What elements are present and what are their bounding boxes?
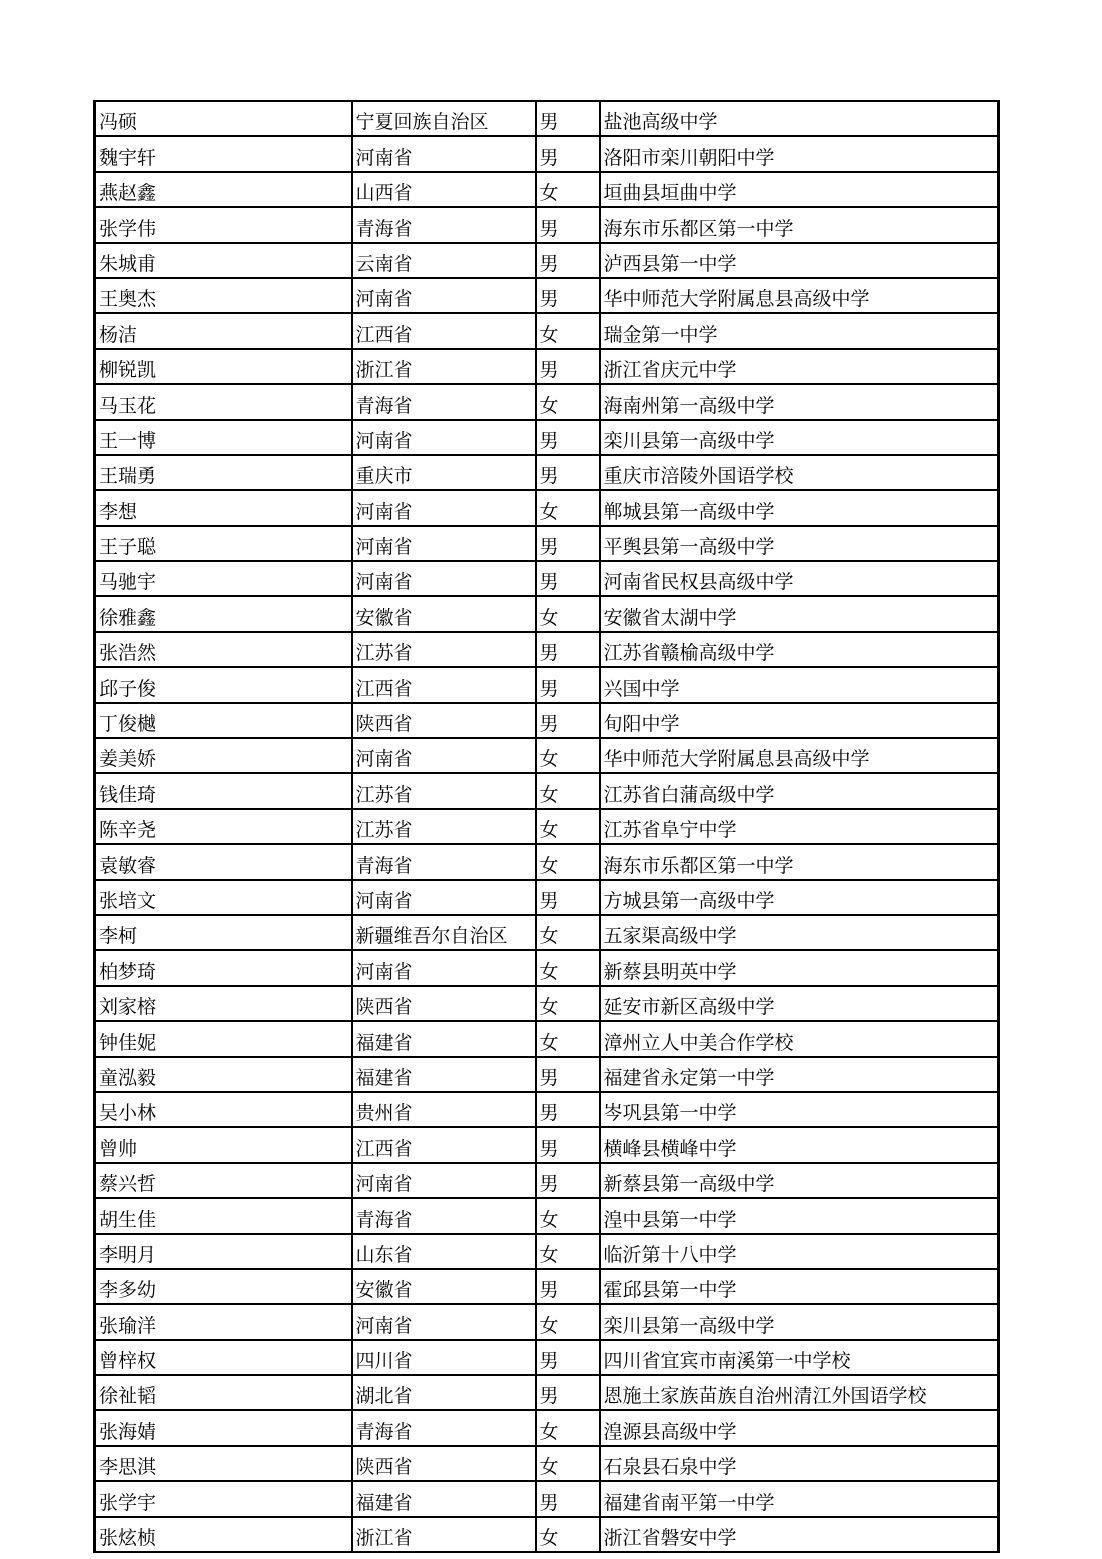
school-cell: 泸西县第一中学: [600, 243, 999, 278]
school-cell: 浙江省庆元中学: [600, 349, 999, 384]
province-cell: 重庆市: [352, 455, 536, 490]
table-row: [95, 632, 999, 667]
table-row: [95, 420, 999, 455]
gender-cell: 女: [536, 1021, 600, 1056]
table-row: [95, 1163, 999, 1198]
school-cell: 栾川县第一高级中学: [600, 1304, 999, 1339]
province-cell: 江苏省: [352, 809, 536, 844]
table-row: [95, 1517, 999, 1552]
school-cell: 海东市乐都区第一中学: [600, 207, 999, 242]
school-cell: 临沂第十八中学: [600, 1234, 999, 1269]
school-cell: 海东市乐都区第一中学: [600, 844, 999, 879]
name-cell: 冯硕: [95, 101, 352, 136]
gender-cell: 男: [536, 526, 600, 561]
gender-cell: 男: [536, 420, 600, 455]
name-cell: 曾帅: [95, 1127, 352, 1162]
school-cell: 瑞金第一中学: [600, 313, 999, 348]
school-cell: 华中师范大学附属息县高级中学: [600, 278, 999, 313]
name-cell: 童泓毅: [95, 1057, 352, 1092]
gender-cell: 女: [536, 986, 600, 1021]
province-cell: 河南省: [352, 880, 536, 915]
table-row: [95, 1340, 999, 1375]
gender-cell: 女: [536, 1410, 600, 1445]
table-row: [95, 1057, 999, 1092]
province-cell: 江西省: [352, 1127, 536, 1162]
name-cell: 袁敏睿: [95, 844, 352, 879]
gender-cell: 女: [536, 490, 600, 525]
name-cell: 魏宇轩: [95, 136, 352, 171]
province-cell: 陕西省: [352, 1446, 536, 1481]
school-cell: 新蔡县第一高级中学: [600, 1163, 999, 1198]
gender-cell: 男: [536, 1375, 600, 1410]
province-cell: 河南省: [352, 278, 536, 313]
table-row: [95, 773, 999, 808]
province-cell: 江苏省: [352, 773, 536, 808]
name-cell: 张学宇: [95, 1481, 352, 1516]
province-cell: 青海省: [352, 1198, 536, 1233]
gender-cell: 男: [536, 349, 600, 384]
province-cell: 新疆维吾尔自治区: [352, 915, 536, 950]
table-row: [95, 738, 999, 773]
gender-cell: 女: [536, 1234, 600, 1269]
name-cell: 徐祉韬: [95, 1375, 352, 1410]
name-cell: 钱佳琦: [95, 773, 352, 808]
school-cell: 湟源县高级中学: [600, 1410, 999, 1445]
gender-cell: 男: [536, 1163, 600, 1198]
table-row: [95, 1127, 999, 1162]
name-cell: 杨洁: [95, 313, 352, 348]
roster-sheet: [93, 100, 997, 1553]
gender-cell: 女: [536, 1446, 600, 1481]
province-cell: 云南省: [352, 243, 536, 278]
province-cell: 浙江省: [352, 349, 536, 384]
province-cell: 河南省: [352, 1163, 536, 1198]
gender-cell: 男: [536, 1269, 600, 1304]
province-cell: 浙江省: [352, 1517, 536, 1552]
name-cell: 王瑞勇: [95, 455, 352, 490]
gender-cell: 男: [536, 667, 600, 702]
gender-cell: 男: [536, 1057, 600, 1092]
table-row: [95, 207, 999, 242]
name-cell: 李柯: [95, 915, 352, 950]
gender-cell: 男: [536, 561, 600, 596]
gender-cell: 女: [536, 313, 600, 348]
gender-cell: 男: [536, 632, 600, 667]
name-cell: 张培文: [95, 880, 352, 915]
name-cell: 王子聪: [95, 526, 352, 561]
name-cell: 朱城甫: [95, 243, 352, 278]
table-row: [95, 809, 999, 844]
school-cell: 重庆市涪陵外国语学校: [600, 455, 999, 490]
province-cell: 福建省: [352, 1057, 536, 1092]
province-cell: 河南省: [352, 490, 536, 525]
gender-cell: 男: [536, 136, 600, 171]
table-row: [95, 667, 999, 702]
name-cell: 蔡兴哲: [95, 1163, 352, 1198]
name-cell: 李想: [95, 490, 352, 525]
name-cell: 胡生佳: [95, 1198, 352, 1233]
province-cell: 山西省: [352, 172, 536, 207]
table-row: [95, 950, 999, 985]
province-cell: 安徽省: [352, 596, 536, 631]
school-cell: 海南州第一高级中学: [600, 384, 999, 419]
province-cell: 河南省: [352, 136, 536, 171]
gender-cell: 男: [536, 278, 600, 313]
gender-cell: 男: [536, 880, 600, 915]
gender-cell: 男: [536, 455, 600, 490]
gender-cell: 女: [536, 1198, 600, 1233]
table-row: [95, 561, 999, 596]
school-cell: 郸城县第一高级中学: [600, 490, 999, 525]
gender-cell: 男: [536, 1092, 600, 1127]
school-cell: 江苏省阜宁中学: [600, 809, 999, 844]
school-cell: 延安市新区高级中学: [600, 986, 999, 1021]
table-row: [95, 703, 999, 738]
province-cell: 福建省: [352, 1021, 536, 1056]
school-cell: 岑巩县第一中学: [600, 1092, 999, 1127]
gender-cell: 女: [536, 915, 600, 950]
school-cell: 河南省民权县高级中学: [600, 561, 999, 596]
province-cell: 贵州省: [352, 1092, 536, 1127]
table-row: [95, 526, 999, 561]
table-row: [95, 384, 999, 419]
table-row: [95, 915, 999, 950]
province-cell: 山东省: [352, 1234, 536, 1269]
table-row: [95, 1481, 999, 1516]
table-row: [95, 490, 999, 525]
table-row: [95, 1092, 999, 1127]
province-cell: 安徽省: [352, 1269, 536, 1304]
school-cell: 五家渠高级中学: [600, 915, 999, 950]
name-cell: 王一博: [95, 420, 352, 455]
table-row: [95, 243, 999, 278]
table-row: [95, 1234, 999, 1269]
table-row: [95, 278, 999, 313]
name-cell: 吴小林: [95, 1092, 352, 1127]
province-cell: 河南省: [352, 1304, 536, 1339]
name-cell: 张瑜洋: [95, 1304, 352, 1339]
province-cell: 青海省: [352, 844, 536, 879]
name-cell: 陈辛尧: [95, 809, 352, 844]
table-row: [95, 455, 999, 490]
province-cell: 青海省: [352, 384, 536, 419]
gender-cell: 女: [536, 384, 600, 419]
province-cell: 江苏省: [352, 632, 536, 667]
table-row: [95, 986, 999, 1021]
name-cell: 李明月: [95, 1234, 352, 1269]
name-cell: 钟佳妮: [95, 1021, 352, 1056]
school-cell: 福建省永定第一中学: [600, 1057, 999, 1092]
gender-cell: 女: [536, 738, 600, 773]
gender-cell: 男: [536, 207, 600, 242]
roster-table: [93, 100, 1000, 1553]
school-cell: 盐池高级中学: [600, 101, 999, 136]
table-row: [95, 349, 999, 384]
table-row: [95, 1304, 999, 1339]
gender-cell: 女: [536, 596, 600, 631]
school-cell: 垣曲县垣曲中学: [600, 172, 999, 207]
school-cell: 旬阳中学: [600, 703, 999, 738]
name-cell: 曾梓权: [95, 1340, 352, 1375]
school-cell: 安徽省太湖中学: [600, 596, 999, 631]
gender-cell: 女: [536, 773, 600, 808]
table-row: [95, 880, 999, 915]
school-cell: 四川省宜宾市南溪第一中学校: [600, 1340, 999, 1375]
province-cell: 江西省: [352, 667, 536, 702]
school-cell: 漳州立人中美合作学校: [600, 1021, 999, 1056]
gender-cell: 女: [536, 844, 600, 879]
gender-cell: 男: [536, 1127, 600, 1162]
table-row: [95, 136, 999, 171]
gender-cell: 女: [536, 1304, 600, 1339]
school-cell: 湟中县第一中学: [600, 1198, 999, 1233]
table-row: [95, 313, 999, 348]
name-cell: 王奥杰: [95, 278, 352, 313]
gender-cell: 男: [536, 1340, 600, 1375]
table-row: [95, 1198, 999, 1233]
table-row: [95, 101, 999, 136]
province-cell: 陕西省: [352, 703, 536, 738]
gender-cell: 女: [536, 172, 600, 207]
name-cell: 张学伟: [95, 207, 352, 242]
province-cell: 湖北省: [352, 1375, 536, 1410]
name-cell: 燕赵鑫: [95, 172, 352, 207]
name-cell: 柳锐凯: [95, 349, 352, 384]
name-cell: 马玉花: [95, 384, 352, 419]
province-cell: 河南省: [352, 738, 536, 773]
name-cell: 柏梦琦: [95, 950, 352, 985]
name-cell: 马驰宇: [95, 561, 352, 596]
name-cell: 姜美娇: [95, 738, 352, 773]
name-cell: 徐雅鑫: [95, 596, 352, 631]
province-cell: 河南省: [352, 526, 536, 561]
name-cell: 丁俊樾: [95, 703, 352, 738]
school-cell: 霍邱县第一中学: [600, 1269, 999, 1304]
province-cell: 河南省: [352, 420, 536, 455]
school-cell: 方城县第一高级中学: [600, 880, 999, 915]
province-cell: 四川省: [352, 1340, 536, 1375]
school-cell: 新蔡县明英中学: [600, 950, 999, 985]
table-row: [95, 1410, 999, 1445]
name-cell: 刘家榕: [95, 986, 352, 1021]
province-cell: 河南省: [352, 561, 536, 596]
table-row: [95, 844, 999, 879]
name-cell: 李多幼: [95, 1269, 352, 1304]
roster-table-body: [95, 101, 999, 1552]
province-cell: 青海省: [352, 1410, 536, 1445]
gender-cell: 男: [536, 243, 600, 278]
school-cell: 华中师范大学附属息县高级中学: [600, 738, 999, 773]
school-cell: 江苏省赣榆高级中学: [600, 632, 999, 667]
school-cell: 洛阳市栾川朝阳中学: [600, 136, 999, 171]
school-cell: 横峰县横峰中学: [600, 1127, 999, 1162]
school-cell: 平舆县第一高级中学: [600, 526, 999, 561]
table-row: [95, 172, 999, 207]
school-cell: 浙江省磐安中学: [600, 1517, 999, 1552]
gender-cell: 男: [536, 703, 600, 738]
table-row: [95, 1269, 999, 1304]
name-cell: 张海婧: [95, 1410, 352, 1445]
gender-cell: 女: [536, 1517, 600, 1552]
province-cell: 宁夏回族自治区: [352, 101, 536, 136]
name-cell: 李思淇: [95, 1446, 352, 1481]
school-cell: 福建省南平第一中学: [600, 1481, 999, 1516]
gender-cell: 男: [536, 101, 600, 136]
school-cell: 恩施土家族苗族自治州清江外国语学校: [600, 1375, 999, 1410]
school-cell: 石泉县石泉中学: [600, 1446, 999, 1481]
province-cell: 青海省: [352, 207, 536, 242]
school-cell: 栾川县第一高级中学: [600, 420, 999, 455]
table-row: [95, 596, 999, 631]
gender-cell: 女: [536, 809, 600, 844]
province-cell: 福建省: [352, 1481, 536, 1516]
province-cell: 河南省: [352, 950, 536, 985]
school-cell: 兴国中学: [600, 667, 999, 702]
name-cell: 张炫桢: [95, 1517, 352, 1552]
name-cell: 张浩然: [95, 632, 352, 667]
school-cell: 江苏省白蒲高级中学: [600, 773, 999, 808]
table-row: [95, 1021, 999, 1056]
province-cell: 江西省: [352, 313, 536, 348]
province-cell: 陕西省: [352, 986, 536, 1021]
table-row: [95, 1375, 999, 1410]
gender-cell: 女: [536, 950, 600, 985]
gender-cell: 男: [536, 1481, 600, 1516]
name-cell: 邱子俊: [95, 667, 352, 702]
table-row: [95, 1446, 999, 1481]
